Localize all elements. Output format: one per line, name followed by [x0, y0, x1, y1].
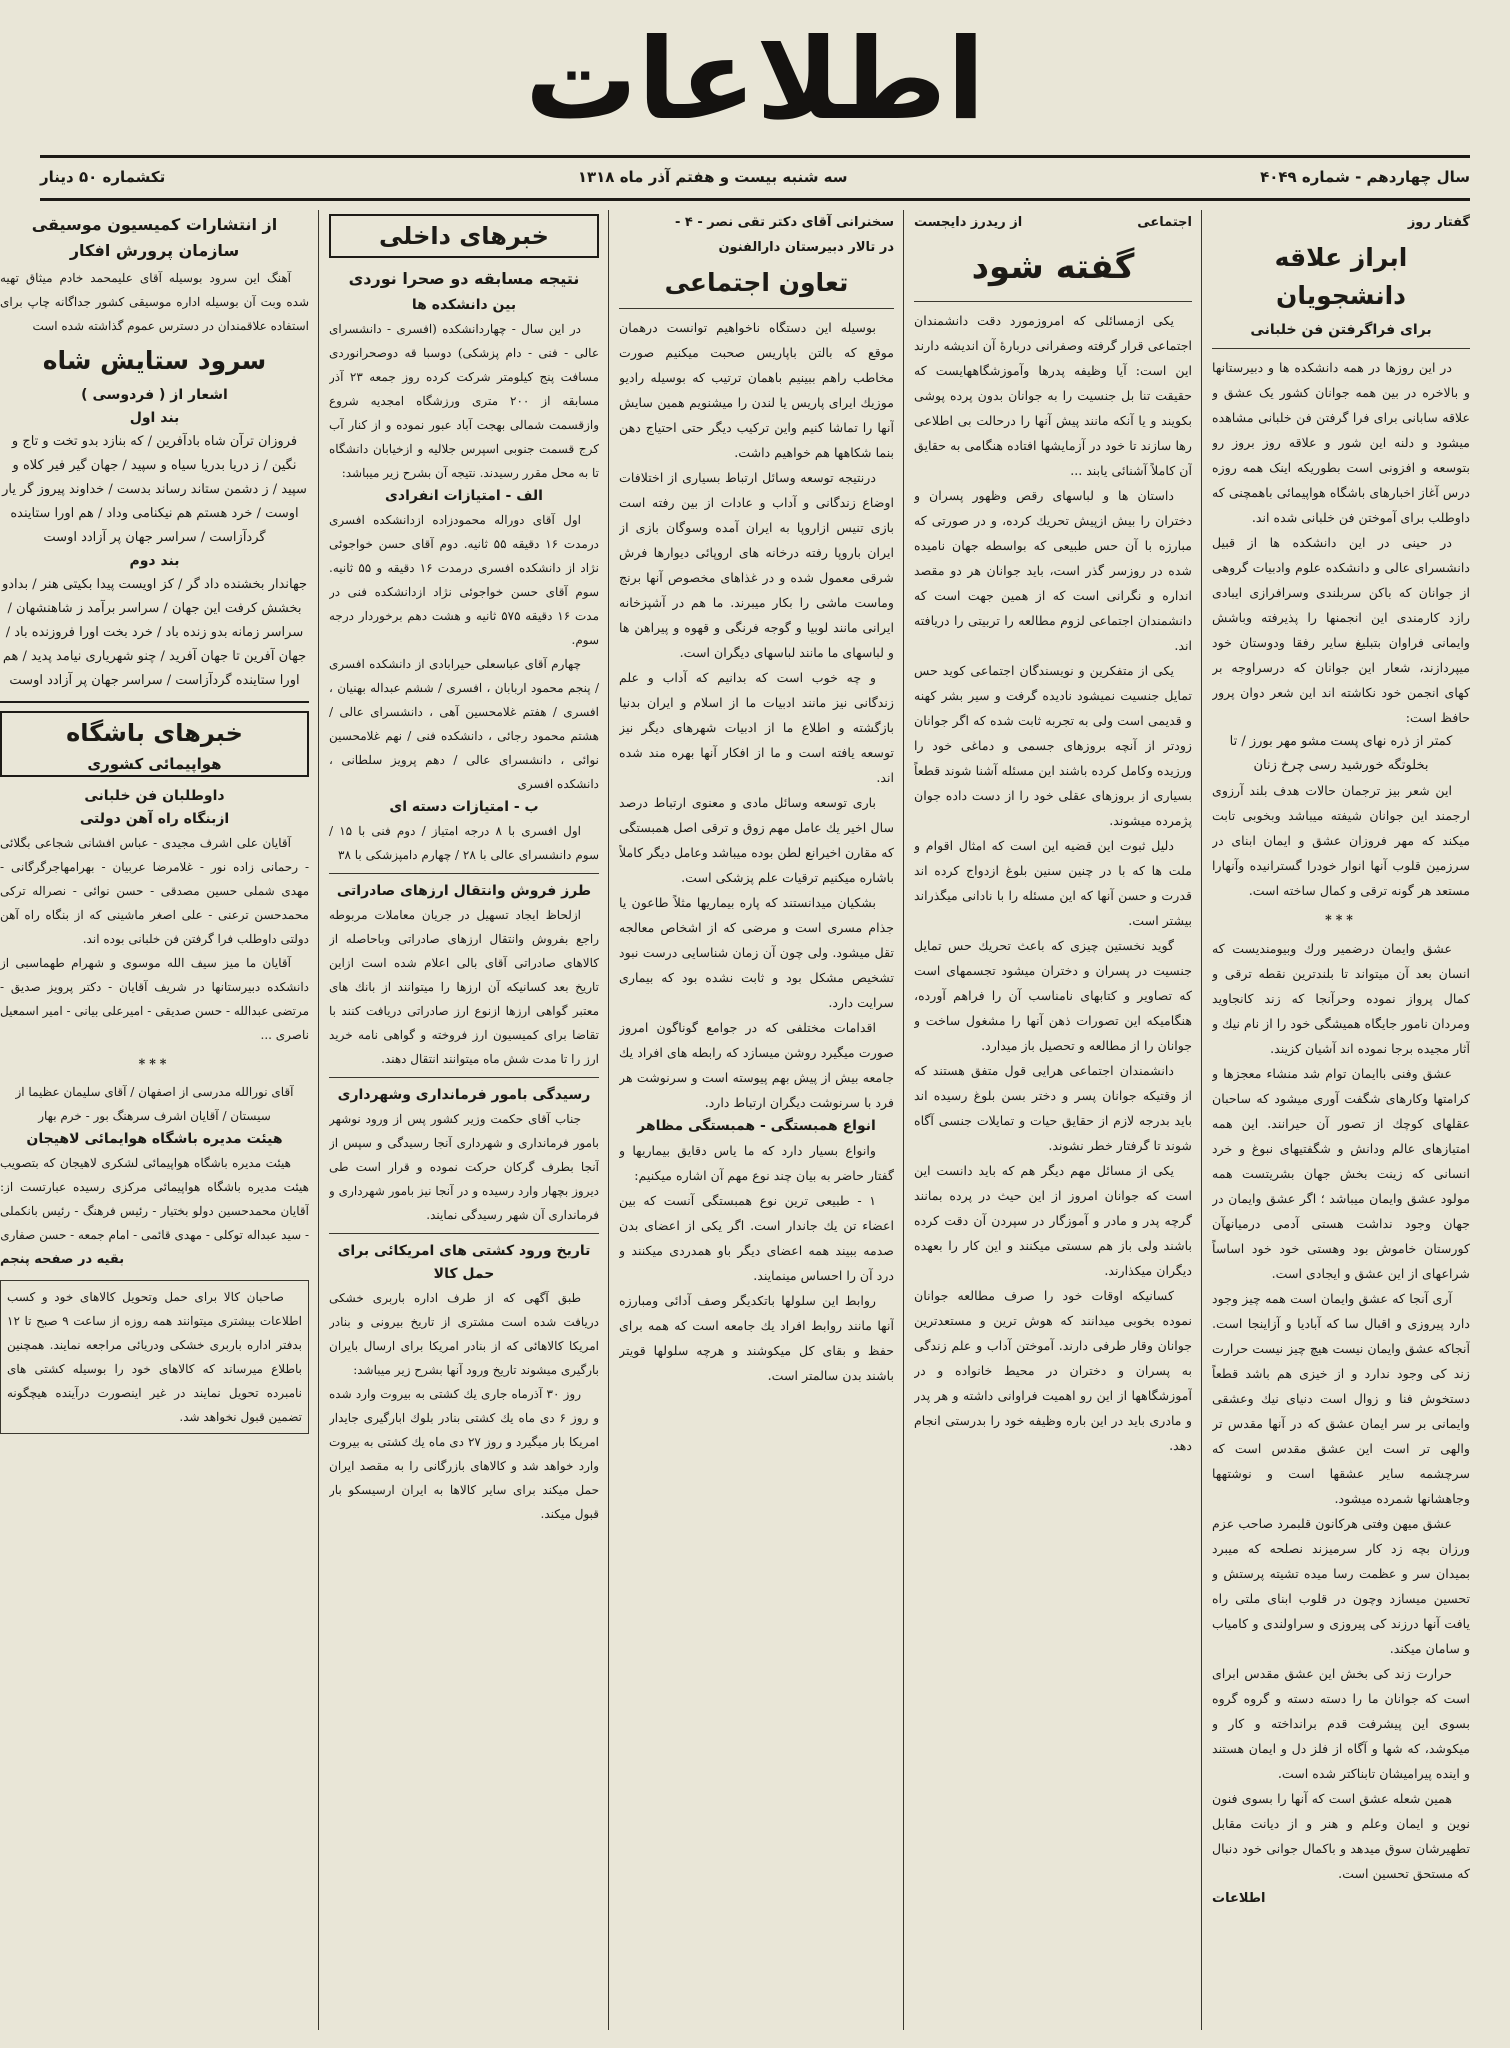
- social-paragraph: یکی ازمسائلی که امروزمورد دقت دانشمندان اجتماعی قرار گرفته وصفرانی دربارهٔ آن اندیشه دارند این است: آیا وظیفه پدرها وآموزشگاههایست که حقیقت تنا بل جنسیت را به جوانان بدون پرده پوشی بکویند و یا آنکه مانند پیش آنها را درحالت بی اطلاعی رها سازند تا خود در آزمایشها افتاده هنگامی به حقایق آن کاملاً آشنائی یابند ...: [914, 313, 1192, 478]
- editorial-kicker: گفتار روز: [1407, 215, 1470, 230]
- ships-schedule: روز ۳۰ آذرماه جاری یك کشتی به بیروت وارد شده و روز ۶ دی ماه یك کشتی بنادر بلوك ابارگیری جایدار امریکا بار میگیرد و روز ۲۷ دی ماه یك کشتی به بیروت وارد خواهد شد و کالاهای بازرگانی را به مقصد ایران حمل میکند برای سایر کالاها به ایران ارسیسکو بار قبول میکند.: [329, 1387, 599, 1521]
- governance-paragraph: جناب آقای حکمت وزیر کشور پس از ورود نوشهر بامور فرمانداری و شهرداری آنجا رسیدگی و سپس از آنجا بطرف گرکان حرکت نموده و قرار است طی دیروز بچهار وارد رسیده و در آنجا نیز بامور شهرداری و فرمانداری آن شهر رسیدگی نمایند.: [329, 1112, 599, 1222]
- pilot-candidates-heading: داوطلبان فن خلبانی: [84, 788, 225, 804]
- masthead-rule-top: [40, 155, 1470, 158]
- editorial-paragraph: عشق وایمان درضمیر ورك وبيومندیست که انسان بعد آن میتواند تا بلندترین نقطه ترقی و کمال پرواز نموده وحرآنجا که زند کانجاوید ومردان نامور جایگاه همیشگی خود را از نام نیك و آثار مجیده برجا نموده اند آشیان کزیند.: [1212, 941, 1470, 1056]
- social-paragraph: یکی از متفکرین و نویسندگان اجتماعی کوید حس تمایل جنسیت نمیشود نادیده گرفت و سیر بشر کهنه و قدیمی است ولی به تجربه ثابت شده که اگر جوانان زودتر از آنچه بروزهای جسمی و دماغی خود را ورزیده وکامل کرده باشند این مسئله آشنا شوند قطعاً بسیاری از بروزهای عقلی خود را از دست داده جوان پژمرده میشوند.: [914, 663, 1192, 828]
- social-source: از ریدرز دایجست: [914, 215, 1023, 230]
- race-subheadline: بین دانشکده ها: [411, 297, 517, 313]
- column-club-news: [0, 210, 309, 2030]
- column-domestic-news: [329, 210, 599, 2030]
- anthem-title: سرود ستایش شاه: [42, 346, 267, 375]
- editorial-paragraph: همین شعله عشق است که آنها را بسوی فنون نوین و ایمان وعلم و هنر و از دیانت مقابل تطهیرشان سوق میدهد و باکمال جوانی خود دنبال که مستحق تحسین است.: [1212, 1791, 1470, 1881]
- lecture-paragraph: بوسیله این دستگاه ناخواهیم توانست درهمان موقع که بالتن باپاریس صحبت میکنیم صورت مخاطب راهم ببینیم باهمان ترتیب که بوسیله رادیو موزیك ایرای پاریس یا لندن را میشنویم همین سایش آنها را تماشا کنیم واین ترکیب دیگر حتی احتیاج دهن بنما شکاهها هم خواهیم داشت.: [619, 320, 894, 460]
- pilot-candidates-subheading: ازبنگاه راه آهن دولتی: [79, 811, 230, 827]
- divider: [329, 873, 599, 874]
- anthem-stanza-label: بند اول: [129, 410, 180, 426]
- editorial-paragraph: در حینی در این دانشکده ها از قبیل دانشسرای عالی و دانشکده علوم وادبیات گروهی از جوانان که باکن سربلندی وسرافرازی ایبادی رازد کارمندی این انجمنها را پذیرفته وباشش وایمانی فراوان بتبلیغ سایر رفقا ودوستان خود میپردازند، شعار این جوانان که درسراوجه بر کهای انجمن خود نکاشته اند این شعر دوان پرور حافظ است:: [1212, 535, 1470, 725]
- anthem-verses: جهاندار بخشنده داد گر / کز اویست پیدا بکیتی هنر / بدادو بخشش کرفت این جهان / سراسر برآمد ز شاهنشهان / سراسر زمانه بدو زنده باد / خرد بخت اورا فروزنده باد / جهان آفرین تا جهان آفرید / چنو شهریاری نیامد پدید / هم اورا ستاینده گردآزاست / سراسر جهان پر آزادد اوست: [1, 577, 307, 688]
- editorial-paragraph: عشق میهن وفتی هرکانون قلبمرد صاحب عزم ورزان بچه زد کار سرمیزند نصلحه که میبرد بمیدان سر و عظمت رسا میده تشیته پرستش و تحسین میسازد وچون در قلوب ابنای ملتی راه یافت آنها درزند کی پیروزی و سراولندی و کامیاب و سامان میکند.: [1212, 1516, 1470, 1656]
- lecture-kicker: سخنرانی آقای دکتر تقی نصر - ۴ -: [674, 215, 894, 230]
- anthem-verses: فروزان ترآن شاه بادآفرین / که بنازد بدو تخت و تاج و نگین / ز دریا بدریا سیاه و سپید / جهان گیر فیر کلاه و سپید / ز دشمن ستاند رساند بدست / خداوند پیروز گر یار اوست / خرد هستم هم نیکنامی وداد / هم اورا ستاینده گردآزاست / سراسر جهان پر آزادد اوست: [2, 434, 307, 545]
- newspaper-title: اطلاعات: [524, 15, 986, 145]
- column-rule: [608, 210, 609, 2030]
- race-headline: نتیجه مسابقه دو صحرا نوردی: [348, 269, 580, 288]
- separator-stars: ***: [138, 1056, 171, 1071]
- editorial-paragraph: حرارت زند کی بخش این عشق مقدس ابرای است که جوانان ما را دسته دسته و گروه گروه بسوی این پیشرفت قدم برانداخته و کار و میکوشد، که شها و آگاه از فلز دل و ایمان هستند و اینده پیرامیشان تابناکتر شده است.: [1212, 1666, 1470, 1781]
- pilot-candidates-list: آقایان علی اشرف مجیدی - عباس افشانی شجاعی بگلائی - رحمانی زاده نور - غلامرضا عربیان - بهرامهاجرگرگانی - مهدی شملی حسین مصدقی - حسن نوائی - نصراله ترکی محمدحسن ترعنی - علی اصغر ماشینی که از بنگاه راه آهن دولتی داوطلب فرا گرفتن فن خلبانی بوده اند.: [0, 836, 309, 946]
- ships-paragraph: طبق آگهی که از طرف اداره باربری خشکی دریافت شده است مشتری از تاریخ بیرونی و بنادر امریکا کالاهائی که از بنادر امریکا برای ارسال بایران بارگیری میشوند تاریخ ورود آنها بشرح زیر میباشد:: [329, 1291, 599, 1377]
- governance-headline: رسیدگی بامور فرمانداری وشهرداری: [337, 1087, 591, 1103]
- editorial-paragraph: عشق وفنی باایمان توام شد منشاء معجزها و کرامتها وکارهای شگفت آوری میشود که ساحبان عقلهای کوچك از تصور آن حیرانند. این همه امتیازهای عالم ودانش و شگفتیهای نبوغ و خرد انسانی که زینت بخش جهان بشریتست همه مولود عشق وایمان میباشد ؛ اگر عشق وایمان در جهان وجود نداشت هستی آدمی درمیانهآن کورستان خاموش بود وهستی خود خود اساساً شراعهای از این عشق و ایجادی است.: [1212, 1066, 1470, 1281]
- divider: [1212, 348, 1470, 349]
- divider: [329, 1077, 599, 1078]
- anthem-poet: اشعار از ( فردوسی ): [81, 387, 228, 403]
- editorial-headline: ابراز علاقه دانشجویان: [1274, 243, 1408, 310]
- editorial-signature: اطلاعات: [1212, 1891, 1266, 1906]
- lecture-headline: تعاون اجتماعی: [664, 268, 849, 297]
- social-paragraph: دلیل ثبوت این قضیه این است که امثال اقوام و ملت ها که با در چنین سنین بلوغ ازدواج کرده اند قدرت و حسن آنها که این مسئله را با نادانی میگذراند بیشتر است.: [914, 838, 1192, 928]
- lecture-paragraph: درنتیجه توسعه وسائل ارتباط بسیاری از اختلافات اوضاع زندگانی و آداب و عادات از بین رفته است بازی تنیس ازاروپا به ایران آمده وسوگان بازی از ایران باروپا رفته درخانه های اروپائی دیوارها فرش شرقی معمول شده و در غذاهای مخصوص آنها برنج وماست ماشی را بکار میبرند. ما هم در آشپزخانه ایرانی مانند لوبیا و گوجه فرنگی و قهوه و پیراهن ها و لباسهای ما مانند لباسهای دیگران است.: [619, 470, 894, 660]
- lecture-paragraph: ۱ - طبیعی ترین نوع همبستگی آنست که بین اعضاء تن یك جاندار است. اگر یکی از اعضای بدن صدمه ببیند همه اعضای دیگر باو همدردی میکنند و درد آن را احساس مینمایند.: [619, 1193, 894, 1283]
- pilot-candidates-list: آقایان ما میز سیف الله موسوی و شهرام طهماسبی از دانشکده دبیرستانها در شریف آقایان - دکتر پرویز صدیق - مرتضی عبدالله - حسن صدیقی - امیرعلی بیانی - امیر اسمعیل ناصری ...: [0, 956, 309, 1042]
- social-headline: گفته شود: [971, 247, 1135, 287]
- ships-headline: تاریخ ورود کشتی های امریکائی برای حمل کالا: [337, 1243, 591, 1282]
- domestic-news-banner: خبرهای داخلی: [329, 214, 599, 258]
- editorial-paragraph: آری آنجا که عشق وایمان است همه چیز وجود دارد پیروزی و اقبال سا که آبادیا و آزاینجا است. آنجاکه عشق وایمان نیست هیچ چیز نیست حرارت زند کی وجود ندارد و از خیزی هم باشد قطعاً دستخوش فنا و زوال است دنیای نیك وعشقی وایمانی بر سر ایمان عشق که در آنها مقدس تر والهی تر است این عشق مقدس است که سرچشمه سایر عشقها است و نوشتهها وجاهشانها شمرده میشود.: [1212, 1291, 1470, 1506]
- individual-scores-heading: الف - امتیازات انفرادی: [385, 488, 543, 504]
- team-scores-heading: ب - امتیازات دسته ای: [389, 799, 539, 815]
- lahijan-board-paragraph: هیئت مدیره باشگاه هواپیمائی لشکری لاهیجان که بتصویب هیئت مدیره باشگاه هواپیمائی مرکزی رسیده عبارتست از: آقایان محمدحسین دولو بختیار - رئیس فرهنگ - رئیس بانکملی - سید عبداله توکلی - مهدی قائمی - امام جمعه - حسن صفاری: [0, 1156, 309, 1242]
- editorial-subhead: برای فراگرفتن فن خلبانی: [1250, 322, 1432, 338]
- regional-candidates: آقای نورالله مدرسی از اصفهان / آقای سلیمان عظیما از سیستان / آقایان اشرف سرهنگ بور - خرم بهار: [15, 1085, 294, 1123]
- column-rule: [318, 210, 319, 2030]
- editorial-verse: کمتر از ذره نهای پست مشو مهر بورز / تا بخلوتگه خورشید رسی چرخ زنان: [1229, 734, 1453, 773]
- masthead: [20, 10, 1490, 150]
- separator-stars: ***: [1325, 912, 1357, 927]
- social-paragraph: گوید نخستین چیزی که باعث تحریك حس تمایل جنسیت در پسران و دختران میشود تجسمهای است که تصاویر و کتابهای نامناسب آن را فراهم آورده، هنگامیکه این تصورات ذهن آنها را مشغول ساخت و جوانان را از مطالعه و تحصیل باز میدارد.: [914, 938, 1192, 1053]
- team-scores: اول افسری با ۸ درجه امتیاز / دوم فنی با ۱۵ / سوم دانشسرای عالی با ۲۸ / چهارم دامپزشکی با ۳۸: [329, 824, 599, 862]
- volume-number: سال چهاردهم - شماره ۴۰۴۹: [1260, 168, 1470, 186]
- column-rule: [1201, 210, 1202, 2030]
- cargo-notice: [0, 1280, 309, 1434]
- lecture-paragraph: اقدامات مختلفی که در جوامع گوناگون امروز صورت میگیرد روشن میسازد که رابطه های افراد یك جامعه بیش از پیش بهم پیوسته است و سرنوشت هر فرد با سرنوشت دیگران ارتباط دارد.: [619, 1020, 894, 1110]
- dateline: [40, 160, 1470, 194]
- race-ranking-list: چهارم آقای عباسعلی حیرابادی از دانشکده افسری / پنجم محمود اربابان ، افسری / ششم عبداله بهنیان ، افسری / هفتم غلامحسین آهی ، دانشسرای عالی / هشتم محمود رجائی ، دانشکده فنی / نهم غلامحسین نوائی ، دانشسرای عالی / دهم پرویز سلطانی ، دانشکده افسری: [329, 657, 599, 791]
- lecture-paragraph: وانواع بسیار دارد که ما یاس دقایق بیماریها و گفتار حاضر به بیان چند نوع مهم آن اشاره میکنیم:: [619, 1143, 894, 1183]
- race-paragraph: در این سال - چهاردانشکده (افسری - دانشسرای عالی - فنی - دام پزشکی) دوسبا قه دوصحرانوردی مسافت پنج کیلومتر شرکت کرده روز جمعه ۲۳ آذر مسابقه از ۲۰۰ متری ورزشگاه امجدیه شروع وازقسمت شمالی بهجت آباد عبور نموده و از کنار آب کرج قسمت جنوبی اسپرس جلالیه و ازخیابان دانشگاه تا به محل مقرر رسیدند. نتیجه آن بشرح زیر میباشد:: [329, 322, 599, 480]
- columns-area: [0, 210, 1470, 2030]
- anthem-publisher-heading: از انتشارات کمیسیون موسیقی سازمان پرورش افکار: [31, 215, 278, 260]
- social-paragraph: داستان ها و لباسهای رقص وظهور پسران و دختران را بیش ازپیش تحریك کرده، و در صورتی که مبارزه با آن حس طبیعی که بواسطه جهان نامیده شده در روزسر گذر است، باید جوانان هر دو مقصد انداره و نگرانی است که از همین جهت است که دانشمندان اجتماعی لزوم مطالعه را تربیتی را دریافته اند.: [914, 488, 1192, 653]
- issue-date: سه شنبه بیست و هفتم آذر ماه ۱۳۱۸: [577, 168, 848, 186]
- lecture-paragraph: بشکیان میدانستند که پاره بیماریها مثلاً طاعون یا جذام مسری است و مرضی که از اشخاص معالجه تقل میشود. ولی چون آن زمان شناسایی درست نبود تشخیص مشکل بود و ثابت نشده بود که بیماری سرایت دارد.: [619, 895, 894, 1010]
- divider: [329, 1233, 599, 1234]
- divider: [619, 308, 894, 309]
- editorial-paragraph: در این روزها در همه دانشکده ها و دبیرستانها و بالاخره در بین همه جوانان کشور یک عشق و علاقه سابانی برای فرا گرفتن فن خلبانی مشاهده میشود و دلنه این شور و علاقه روز بروز رو بتوسعه و افزونی است بطوریکه اینک همه روزه درس آغاز اخبارهای باشگاه هواپیمائی باهمچنی که داوطلب برای آموختن فن خلبانی شده اند.: [1212, 360, 1470, 525]
- club-news-banner: [0, 711, 309, 777]
- lecture-paragraph: باری توسعه وسائل مادی و معنوی ارتباط درصد سال اخیر یك عامل مهم زوق و ترقی اصل همبستگی که مقارن اخیرانع لطن بوده میباشد وعامل دیگر کاملاً باشاره میکنیم ترقیات علم پزشکی است.: [619, 795, 894, 885]
- divider: [0, 701, 309, 703]
- social-paragraph: دانشمندان اجتماعی هرایی قول متفق هستند که از وقتیکه جوانان پسر و دختر بسن بلوغ رسیده اند باید بدرجه لازم از حقایق حیات و تمایلات جنسی آگاه شوند تا گرفتار خطر نشوند.: [914, 1063, 1192, 1153]
- social-kicker: اجتماعی: [1137, 215, 1192, 230]
- issue-price: تکشماره ۵۰ دینار: [40, 168, 166, 186]
- lecture-paragraph: و چه خوب است که بدانیم که آداب و علم زندگانی نیز مانند ادبیات ما از اسلام و ایران بدنیا بازگشته و اطلاع ما از ادبیات شهرهای دیگر نیز توسعه یافته است و ما از افکار آنها بهره مند شده اند.: [619, 670, 894, 785]
- race-paragraph: اول آقای دوراله محمودزاده ازدانشکده افسری درمدت ۱۶ دقیقه ۵۵ ثانیه. دوم آقای حسن خواجوئی نژاد از دانشکده افسری درمدت ۱۶ دقیقه و ۵۵ ثانیه. سوم آقای حسن خواجوئی نژاد ازدانشکده فنی در مدت ۱۶ دقیقه ۵۷۵ ثانیه و هشت دهم برخوردار درجه سوم.: [329, 513, 599, 647]
- newspaper-page: [0, 10, 1490, 2040]
- currency-paragraph: ازلحاظ ایجاد تسهیل در جریان معاملات مربوطه راجع بفروش وانتقال ارزهای صادراتی وباحاصله از کالاهای صادراتی آقای بالی اعلام شده است ازاین تاریخ بعد کسانیکه آن ارزها را میتوانند از بانك های معتبر گواهی ارزها ازنوع ارز صادراتی دریافت کنند با تقاضا برای کمیسیون ارز فروخته و گواهی نامه خرید ارز را تا مدت شش ماه میتوانند انتقال دهند.: [329, 908, 599, 1066]
- column-social: [914, 210, 1192, 2030]
- cargo-notice-text: صاحبان کالا برای حمل وتحویل کالاهای خود و کسب اطلاعات بیشتری میتوانند همه روزه از ساعت ۹ صبح تا ۱۲ بدفتر اداره باربری خشکی ودریائی مراجعه نمایند. همچنین باطلاع میرساند که کالاهای خود را بوسیله کشتی های نامبرده تحویل نمایند در غیر اینصورت درآینده هیچگونه تضمین قبول نخواهد شد.: [7, 1290, 302, 1424]
- lahijan-board-heading: هیئت مدیره باشگاه هوایمائی لاهیجان: [26, 1131, 283, 1147]
- continued-notice: بقیه در صفحه پنجم: [0, 1252, 125, 1267]
- column-rule: [903, 210, 904, 2030]
- divider: [914, 301, 1192, 302]
- social-paragraph: کسانیکه اوقات خود را صرف مطالعه جوانان نموده بخوبی میدانند که هوش ترین و مستعدترین جوانان وقار طرفی دارند. آموختن آداب و علم زندگی به پسران و دختران در محیط خانواده و در آموزشگاهها از این رو اهمیت فراوانی داشته و هر پدر و مادری باید در این باره وظیفه خود را بدرستی انجام دهد.: [914, 1288, 1192, 1453]
- anthem-intro: آهنگ این سرود بوسیله آقای علیمحمد خادم میثاق تهیه شده وبت آن بوسیله اداره موسیقی کشور جداگانه چاپ برای استفاده علاقمندان در دسترس عموم گذاشته شده است: [0, 271, 309, 333]
- masthead-rule-bottom: [40, 198, 1470, 201]
- column-editorial: [1212, 210, 1470, 2030]
- lecture-subheading: انواع همبستگی - همبستگی مظاهر: [637, 1118, 876, 1134]
- lecture-paragraph: روابط این سلولها باتکدیگر وصف آدائی ومبارزه آنها مانند روابط افراد یك جامعه است که همه برای حفظ و بقای کل میکوشند و هرچه سلولها قویتر باشند بدن سالمتر است.: [619, 1293, 894, 1383]
- editorial-paragraph: این شعر بیز ترجمان حالات هدف بلند آرزوی ارجمند این جوانان شیفته میباشد وبخوبی تابت میکند که مهر فروزان عشق و ایمان ابنای در سرزمین قلوب آنها انوار خودرا گسترانیده وآنهارا مستعد هر گونه ترقی و کمال ساخته است.: [1212, 783, 1470, 898]
- currency-headline: طرز فروش وانتقال ارزهای صادراتی: [336, 883, 592, 899]
- social-paragraph: یکی از مسائل مهم دیگر هم که باید دانست این است که جوانان امروز از این حیث در پرده بمانند گرچه پدر و مادر و آموزگار در سپردن آن دقت کرده باشند ولی باز هم سستی میکنند و این کار را بعهده دیگران میکذارند.: [914, 1163, 1192, 1278]
- lecture-venue: در تالار دبیرستان دارالفنون: [718, 240, 894, 255]
- column-lecture: [619, 210, 894, 2030]
- club-news-subtitle: هواپیمائی کشوری: [87, 755, 222, 773]
- club-news-title: خبرهای باشگاه: [66, 719, 243, 747]
- anthem-stanza-label: بند دوم: [129, 553, 180, 569]
